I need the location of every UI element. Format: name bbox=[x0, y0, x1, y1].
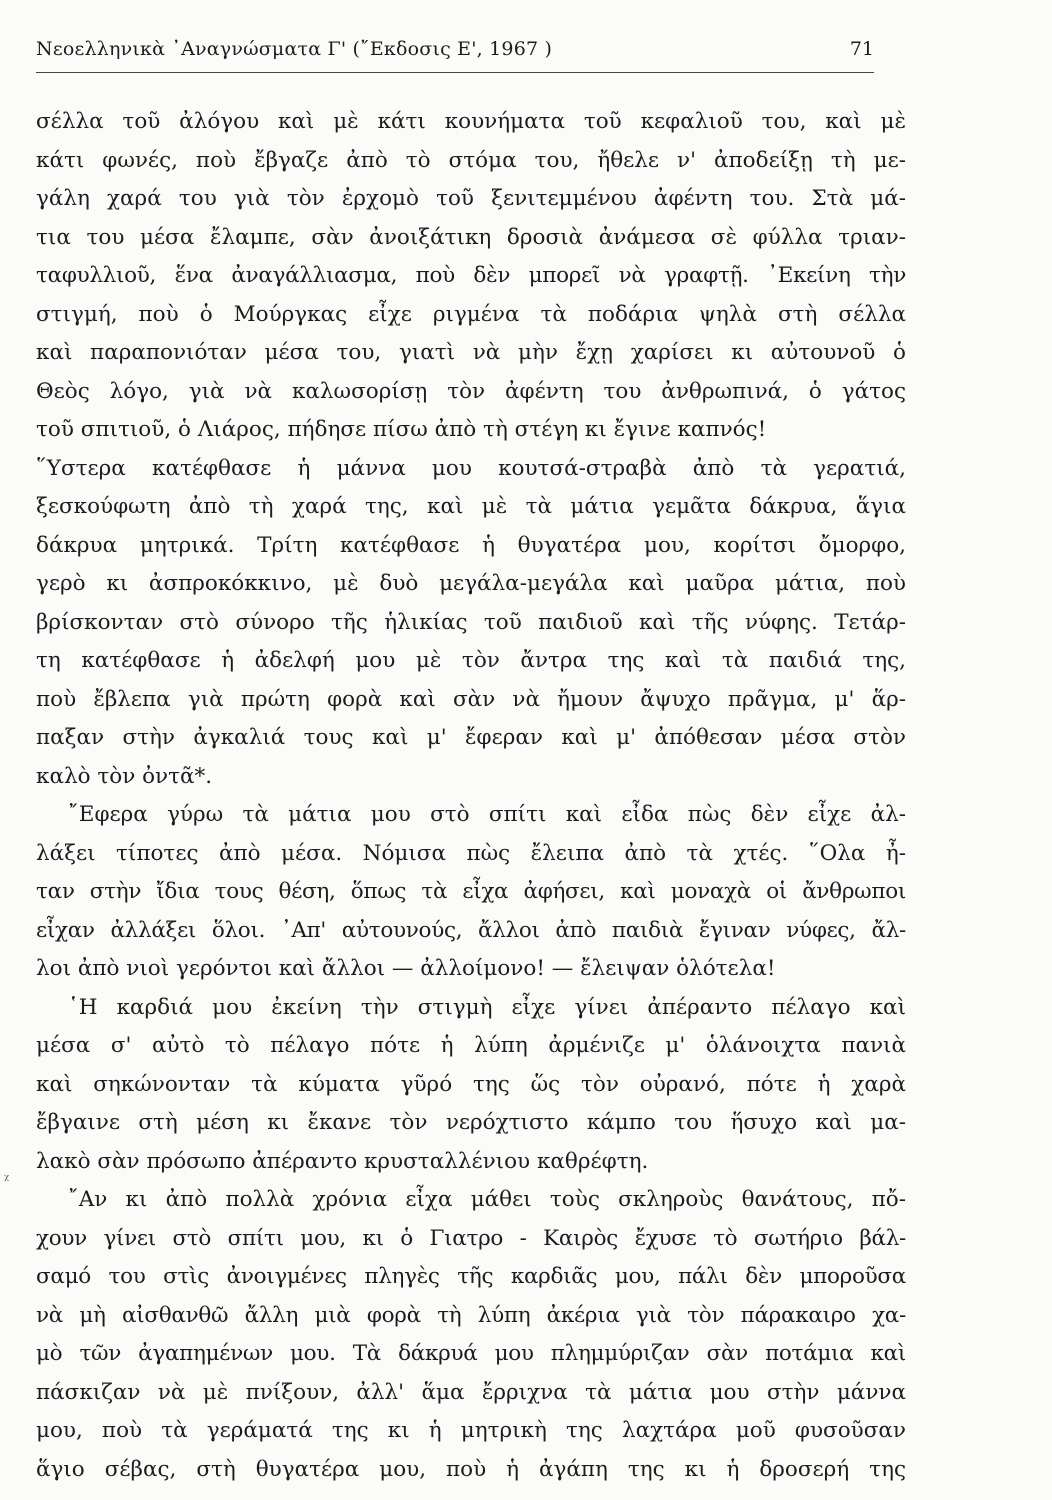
text-line: βρίσκονταν στὸ σύνορο τῆς ἡλικίας τοῦ παιδιοῦ καὶ τῆς νύφης. Τετάρ- bbox=[36, 609, 906, 635]
text-line: τοῦ σπιτιοῦ, ὁ Λιάρος, πήδησε πίσω ἀπὸ τὴ στέγη κι ἔγινε καπνός! bbox=[36, 417, 767, 442]
text-line: καλὸ τὸν ὀντᾶ*. bbox=[36, 763, 213, 789]
text-line: λάξει τίποτες ἀπὸ μέσα. Νόμισα πὼς ἔλειπα ἀπὸ τὰ χτές. ῞Ολα ἦ- bbox=[36, 840, 906, 866]
text-line: κάτι φωνές, ποὺ ἔβγαζε ἀπὸ τὸ στόμα του, ἤθελε ν' ἀποδείξῃ τὴ με- bbox=[36, 147, 906, 173]
text-line: λακὸ σὰν πρόσωπο ἀπέραντο κρυσταλλένιου καθρέφτη. bbox=[36, 1148, 649, 1174]
text-line: μου, ποὺ τὰ γεράματά της κι ἡ μητρικὴ της λαχτάρα μοῦ φυσοῦσαν bbox=[36, 1418, 906, 1443]
text-line: πάσκιζαν νὰ μὲ πνίξουν, ἀλλ' ἅμα ἔρριχνα τὰ μάτια μου στὴν μάννα bbox=[36, 1379, 906, 1405]
text-line: εἶχαν ἀλλάξει ὅλοι. ᾿Απ' αὐτουνούς, ἄλλοι ἀπὸ παιδιὰ ἔγιναν νύφες, ἄλ- bbox=[36, 917, 906, 943]
text-line: τη κατέφθασε ἡ ἀδελφή μου μὲ τὸν ἄντρα της καὶ τὰ παιδιά της, bbox=[36, 648, 906, 673]
text-line: ξεσκούφωτη ἀπὸ τὴ χαρά της, καὶ μὲ τὰ μάτια γεμᾶτα δάκρυα, ἅγια bbox=[36, 494, 906, 519]
text-line: ταν στὴν ἴδια τους θέση, ὅπως τὰ εἶχα ἀφήσει, καὶ μοναχὰ οἱ ἄνθρωποι bbox=[36, 879, 906, 904]
running-head bbox=[36, 36, 874, 73]
text-line: καὶ σηκώνονταν τὰ κύματα γῦρό της ὥς τὸν οὐρανό, πότε ἡ χαρὰ bbox=[36, 1071, 906, 1097]
text-line: σέλλα τοῦ ἀλόγου καὶ μὲ κάτι κουνήματα τοῦ κεφαλιοῦ του, καὶ μὲ bbox=[36, 109, 906, 134]
body-text bbox=[36, 103, 906, 1489]
text-line: τια του μέσα ἔλαμπε, σὰν ἀνοιξάτικη δροσιὰ ἀνάμεσα σὲ φύλλα τριαν- bbox=[36, 224, 906, 250]
text-line: ῾Η καρδιά μου ἐκείνη τὴν στιγμὴ εἶχε γίνει ἀπέραντο πέλαγο καὶ bbox=[68, 994, 906, 1020]
text-line: ταφυλλιοῦ, ἕνα ἀναγάλλιασμα, ποὺ δὲν μπορεῖ νὰ γραφτῇ. ᾿Εκείνη τὴν bbox=[36, 263, 906, 288]
margin-mark: ᵡ bbox=[4, 1172, 10, 1188]
page-number: 71 bbox=[849, 38, 874, 60]
text-line: σαμό του στὶς ἀνοιγμένες πληγὲς τῆς καρδιᾶς μου, πάλι δὲν μποροῦσα bbox=[36, 1264, 906, 1289]
text-line: δάκρυα μητρικά. Τρίτη κατέφθασε ἡ θυγατέρα μου, κορίτσι ὄμορφο, bbox=[36, 532, 906, 558]
text-line: καὶ παραπονιόταν μέσα του, γιατὶ νὰ μὴν ἔχῃ χαρίσει κι αὐτουνοῦ ὁ bbox=[36, 340, 906, 365]
text-line: ῎Εφερα γύρω τὰ μάτια μου στὸ σπίτι καὶ εἶδα πὼς δὲν εἶχε ἀλ- bbox=[68, 802, 906, 827]
text-line: ῎Αν κι ἀπὸ πολλὰ χρόνια εἶχα μάθει τοὺς σκληροὺς θανάτους, πὄ- bbox=[68, 1187, 906, 1212]
text-line: παξαν στὴν ἀγκαλιά τους καὶ μ' ἔφεραν καὶ μ' ἀπόθεσαν μέσα στὸν bbox=[36, 725, 906, 750]
text-line: λοι ἀπὸ νιοὶ γερόντοι καὶ ἄλλοι — ἀλλοίμονο! — ἔλειψαν ὁλότελα! bbox=[36, 956, 776, 981]
text-line: χουν γίνει στὸ σπίτι μου, κι ὁ Γιατρο - Καιρὸς ἔχυσε τὸ σωτήριο βάλ- bbox=[36, 1225, 906, 1251]
running-head-title: Νεοελληνικὰ ᾿Αναγνώσματα Γ' (῎Εκδοσις Ε', 1967 ) bbox=[36, 38, 553, 60]
text-line: ἔβγαινε στὴ μέση κι ἔκανε τὸν νερόχτιστο κάμπο του ἥσυχο καὶ μα- bbox=[36, 1110, 906, 1135]
text-line: ῞Υστερα κατέφθασε ἡ μάννα μου κουτσά-στραβὰ ἀπὸ τὰ γερατιά, bbox=[36, 455, 906, 481]
text-line: ποὺ ἔβλεπα γιὰ πρώτη φορὰ καὶ σὰν νὰ ἤμουν ἄψυχο πρᾶγμα, μ' ἅρ- bbox=[36, 686, 906, 712]
text-line: μέσα σ' αὐτὸ τὸ πέλαγο πότε ἡ λύπη ἀρμένιζε μ' ὁλάνοιχτα πανιὰ bbox=[36, 1033, 906, 1058]
text-line: Θεὸς λόγο, γιὰ νὰ καλωσορίσῃ τὸν ἀφέντη του ἀνθρωπινά, ὁ γάτος bbox=[36, 378, 906, 404]
text-line: νὰ μὴ αἰσθανθῶ ἄλλη μιὰ φορὰ τὴ λύπη ἀκέρια γιὰ τὸν πάρακαιρο χα- bbox=[36, 1302, 906, 1328]
text-line: ἅγιο σέβας, στὴ θυγατέρα μου, ποὺ ἡ ἀγάπη της κι ἡ δροσερή της bbox=[36, 1456, 906, 1482]
text-line: μὸ τῶν ἀγαπημένων μου. Τὰ δάκρυά μου πλημμύριζαν σὰν ποτάμια καὶ bbox=[36, 1341, 906, 1366]
text-line: γερὸ κι ἀσπροκόκκινο, μὲ δυὸ μεγάλα-μεγάλα καὶ μαῦρα μάτια, ποὺ bbox=[36, 571, 906, 596]
text-line: στιγμή, ποὺ ὁ Μούργκας εἶχε ριγμένα τὰ ποδάρια ψηλὰ στὴ σέλλα bbox=[36, 301, 906, 327]
text-line: γάλη χαρά του γιὰ τὸν ἐρχομὸ τοῦ ξενιτεμμένου ἀφέντη του. Στὰ μά- bbox=[36, 186, 906, 211]
